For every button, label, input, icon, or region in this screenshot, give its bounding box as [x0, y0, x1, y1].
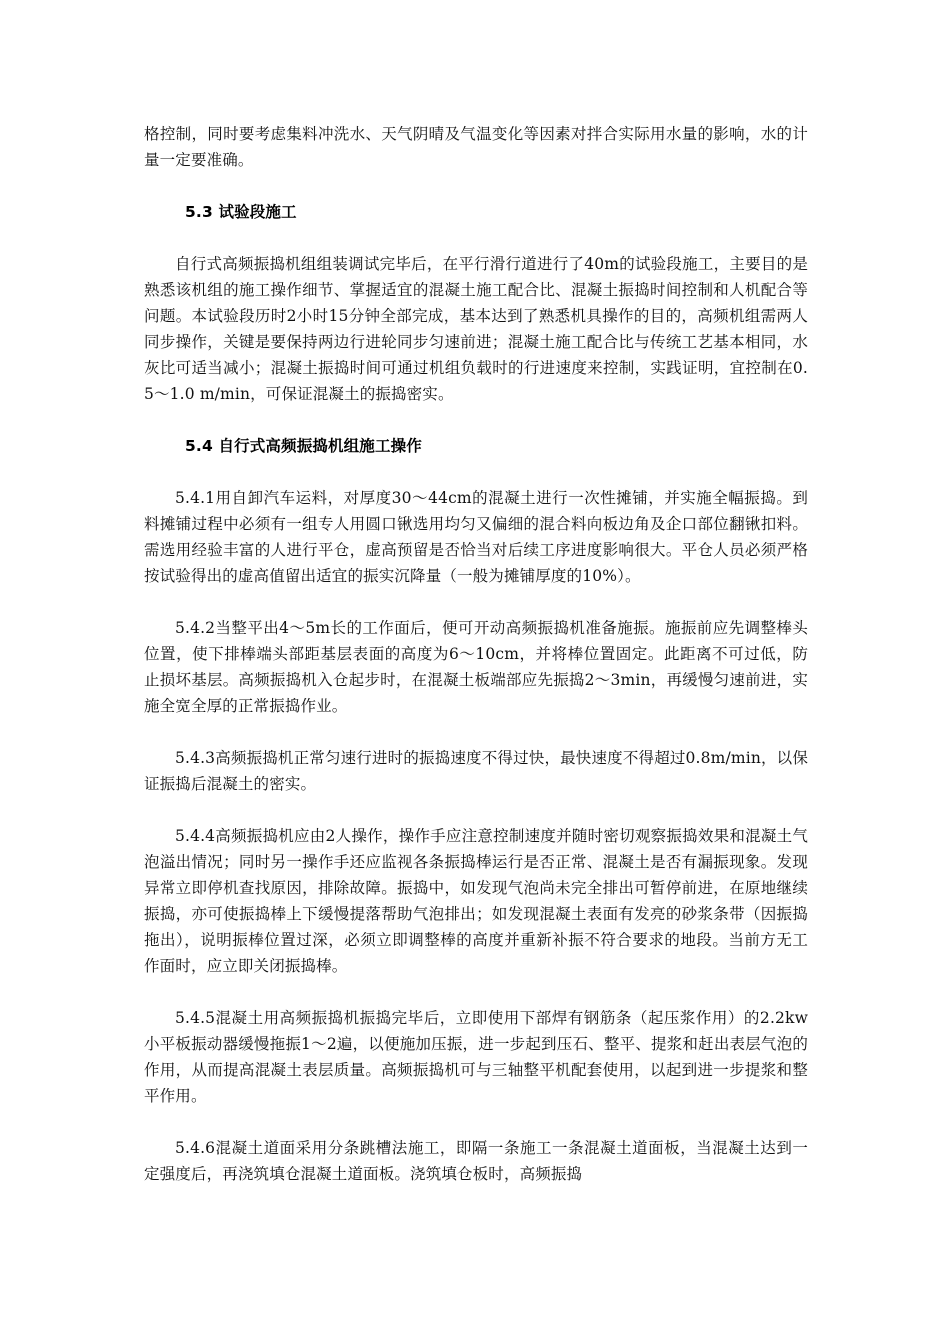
paragraph-5-4-6: 5.4.6混凝土道面采用分条跳槽法施工，即隔一条施工一条混凝土道面板，当混凝土达到一定强度后，再浇筑填仓混凝土道面板。浇筑填仓板时，高频振捣 [144, 1139, 808, 1183]
paragraph-5-4-5: 5.4.5混凝土用高频振捣机振捣完毕后，立即使用下部焊有钢筋条（起压浆作用）的2.2kw小平板振动器缓慢拖振1～2遍，以便施加压振，进一步起到压石、整平、提浆和赶出表层气泡的作用，从而提高混凝土表层质量。高频振捣机可与三轴整平机配套使用，以起到进一步提浆和整平作用。 [144, 1009, 808, 1105]
paragraph-test-section: 自行式高频振捣机组组装调试完毕后，在平行滑行道进行了40m的试验段施工，主要目的是熟悉该机组的施工操作细节、掌握适宜的混凝土施工配合比、混凝土振捣时间控制和人机配合等问题。本试验段历时2小时15分钟全部完成，基本达到了熟悉机具操作的目的，高频机组需两人同步操作，关键是要保持两边行进轮同步匀速前进；混凝土施工配合比与传统工艺基本相同，水灰比可适当减小；混凝土振捣时间可通过机组负载时的行进速度来控制，实践证明，宜控制在0.5～1.0 m/min，可保证混凝土的振捣密实。 [144, 255, 808, 403]
paragraph-5-4-4: 5.4.4高频振捣机应由2人操作，操作手应注意控制速度并随时密切观察振捣效果和混凝土气泡溢出情况；同时另一操作手还应监视各条振捣棒运行是否正常、混凝土是否有漏振现象。发现异常立即停机查找原因，排除故障。振捣中，如发现气泡尚未完全排出可暂停前进，在原地继续振捣，亦可使振捣棒上下缓慢提落帮助气泡排出；如发现混凝土表面有发亮的砂浆条带（因振捣拖出），说明振棒位置过深，必须立即调整棒的高度并重新补振不符合要求的地段。当前方无工作面时，应立即关闭振捣棒。 [144, 827, 808, 975]
section-heading-5-4: 5.4 自行式高频振捣机组施工操作 [185, 437, 422, 455]
document-body [144, 121, 808, 1213]
paragraph-5-4-2: 5.4.2当整平出4～5m长的工作面后，便可开动高频振捣机准备施振。施振前应先调整棒头位置，使下排棒端头部距基层表面的高度为6～10cm，并将棒位置固定。此距离不可过低，防止损坏基层。高频振捣机入仓起步时，在混凝土板端部应先振捣2～3min，再缓慢匀速前进，实施全宽全厚的正常振捣作业。 [144, 619, 808, 715]
section-heading-5-3: 5.3 试验段施工 [185, 203, 297, 221]
paragraph-5-4-1: 5.4.1用自卸汽车运料，对厚度30～44cm的混凝土进行一次性摊铺，并实施全幅振捣。到料摊铺过程中必须有一组专人用圆口锹选用均匀又偏细的混合料向板边角及企口部位翻锹扣料。需选用经验丰富的人进行平仓，虚高预留是否恰当对后续工序进度影响很大。平仓人员必须严格按试验得出的虚高值留出适宜的振实沉降量（一般为摊铺厚度的10%）。 [144, 489, 808, 585]
paragraph-5-4-3: 5.4.3高频振捣机正常匀速行进时的振捣速度不得过快，最快速度不得超过0.8m/min，以保证振捣后混凝土的密实。 [144, 749, 808, 793]
paragraph-continuation: 格控制，同时要考虑集料冲洗水、天气阴晴及气温变化等因素对拌合实际用水量的影响，水的计量一定要准确。 [144, 125, 808, 169]
